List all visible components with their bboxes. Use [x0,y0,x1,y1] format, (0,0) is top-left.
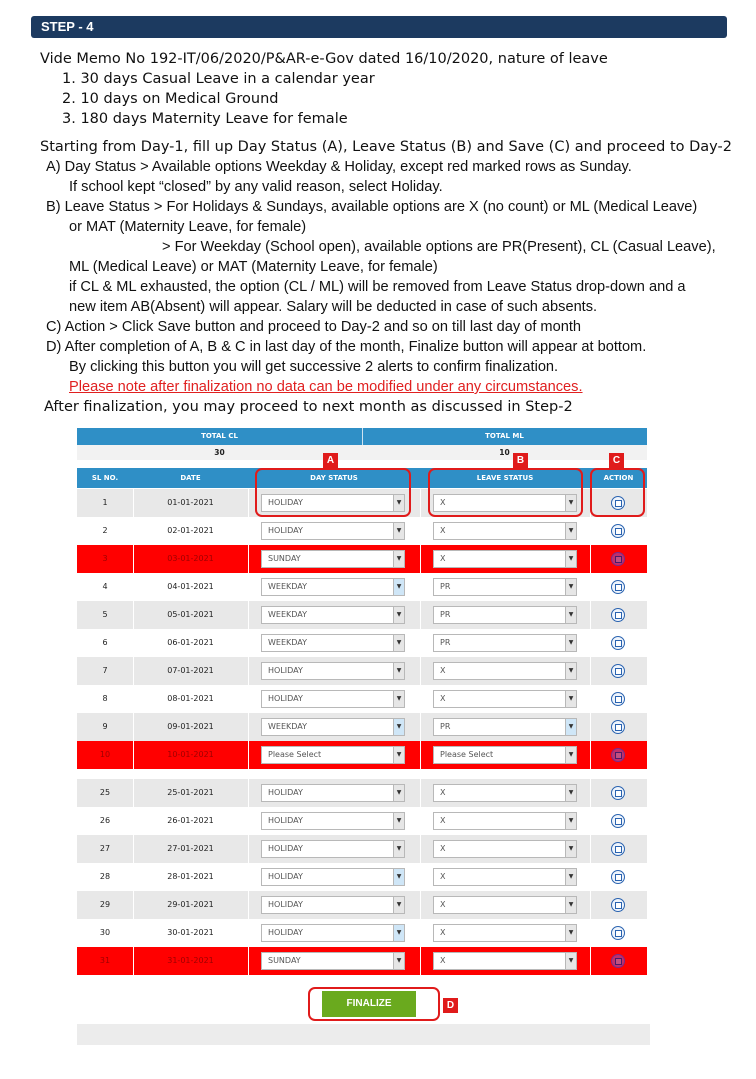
cell-divider [420,657,421,685]
leave-type-item: 3. 180 days Maternity Leave for female [62,111,348,127]
leave-type-item: 1. 30 days Casual Leave in a calendar year [62,71,375,87]
save-icon[interactable] [611,926,625,940]
date-cell: 09-01-2021 [167,722,214,731]
cell-divider [590,601,591,629]
cell-divider [133,601,134,629]
cell-divider [420,685,421,713]
day-status-select[interactable] [261,690,405,708]
leave-status-select[interactable] [433,952,577,970]
cell-divider [248,573,249,601]
instruction-b: B) Leave Status > For Holidays & Sundays, available options are X (no count) or ML (Medical Leave) [46,199,698,215]
day-status-select[interactable] [261,924,405,942]
dropdown-arrow-icon[interactable]: ▼ [565,869,576,885]
total-ml-value: 10 [499,448,510,457]
table-row [77,741,647,769]
dropdown-arrow-icon[interactable]: ▼ [393,691,404,707]
marker-b: B [513,453,528,468]
sl-no-cell: 29 [99,900,111,909]
cell-divider [133,545,134,573]
dropdown-arrow-icon[interactable]: ▼ [393,747,404,763]
dropdown-arrow-icon[interactable]: ▼ [565,523,576,539]
cell-divider [590,685,591,713]
leave-status-select[interactable] [433,634,577,652]
table-row [77,835,647,863]
sl-no-cell: 25 [99,788,111,797]
cell-divider [420,807,421,835]
cell-divider [420,489,421,517]
dropdown-arrow-icon[interactable]: ▼ [565,719,576,735]
date-cell: 30-01-2021 [167,928,214,937]
date-cell: 29-01-2021 [167,900,214,909]
totals-header [77,428,647,445]
cell-divider [590,919,591,947]
col-date: DATE [180,474,201,482]
instruction-b-cont: or MAT (Maternity Leave, for female) [69,219,307,235]
sl-no-cell: 3 [102,554,108,563]
col-sl-no: SL NO. [91,474,119,482]
date-cell: 31-01-2021 [167,956,214,965]
day-status-select[interactable] [261,868,405,886]
dropdown-arrow-icon[interactable]: ▼ [393,813,404,829]
leave-status-value: X [440,872,446,881]
date-cell: 28-01-2021 [167,872,214,881]
day-status-value: HOLIDAY [268,666,303,675]
save-icon[interactable] [611,842,625,856]
save-icon[interactable] [611,552,625,566]
cell-divider [133,657,134,685]
save-icon[interactable] [611,748,625,762]
cell-divider [133,713,134,741]
dropdown-arrow-icon[interactable]: ▼ [393,869,404,885]
sl-no-cell: 5 [102,610,108,619]
cell-divider [420,947,421,975]
table-row [77,779,647,807]
instruction-a-cont: If school kept “closed” by any valid reason, select Holiday. [69,179,443,195]
day-status-value: SUNDAY [268,956,301,965]
cell-divider [133,517,134,545]
cell-divider [248,713,249,741]
cell-divider [133,807,134,835]
marker-c: C [609,453,624,468]
dropdown-arrow-icon[interactable]: ▼ [565,579,576,595]
table-row [77,601,647,629]
sl-no-cell: 10 [99,750,111,759]
day-status-select[interactable] [261,812,405,830]
dropdown-arrow-icon[interactable]: ▼ [393,719,404,735]
total-cl-label: TOTAL CL [201,432,238,440]
date-cell: 26-01-2021 [167,816,214,825]
leave-status-select[interactable] [433,606,577,624]
cell-divider [248,863,249,891]
cell-divider [248,517,249,545]
cell-divider [248,545,249,573]
sl-no-cell: 26 [99,816,111,825]
sl-no-cell: 28 [99,872,111,881]
table-row [77,891,647,919]
highlight-day-status [255,468,411,517]
after-finalization-line: After finalization, you may proceed to next month as discussed in Step-2 [44,399,573,415]
table-row [77,947,647,975]
sl-no-cell: 27 [99,844,111,853]
dropdown-arrow-icon[interactable]: ▼ [393,663,404,679]
cell-divider [590,863,591,891]
save-icon[interactable] [611,898,625,912]
save-icon[interactable] [611,870,625,884]
table-row [77,629,647,657]
day-status-select[interactable] [261,578,405,596]
cell-divider [420,741,421,769]
leave-status-select[interactable] [433,924,577,942]
cell-divider [133,741,134,769]
dropdown-arrow-icon[interactable]: ▼ [565,635,576,651]
day-status-value: WEEKDAY [268,610,308,619]
cell-divider [248,919,249,947]
dropdown-arrow-icon[interactable]: ▼ [393,607,404,623]
highlight-leave-status [428,468,583,517]
dropdown-arrow-icon[interactable]: ▼ [565,813,576,829]
cell-divider [133,891,134,919]
dropdown-arrow-icon[interactable]: ▼ [565,841,576,857]
cell-divider [590,713,591,741]
cell-divider [420,517,421,545]
dropdown-arrow-icon[interactable]: ▼ [565,607,576,623]
save-icon[interactable] [611,720,625,734]
day-status-select[interactable] [261,634,405,652]
dropdown-arrow-icon[interactable]: ▼ [393,635,404,651]
day-status-value: WEEKDAY [268,582,308,591]
cell-divider [420,573,421,601]
leave-status-value: X [440,554,446,563]
leave-status-value: X [440,666,446,675]
dropdown-arrow-icon[interactable]: ▼ [393,785,404,801]
leave-status-value: X [440,956,446,965]
cell-divider [590,741,591,769]
leave-status-value: X [440,694,446,703]
leave-status-value: X [440,928,446,937]
date-cell: 06-01-2021 [167,638,214,647]
day-status-value: HOLIDAY [268,844,303,853]
leave-status-value: X [440,844,446,853]
finalize-button[interactable]: FINALIZE [322,991,416,1017]
leave-status-select[interactable] [433,896,577,914]
cell-divider [248,947,249,975]
dropdown-arrow-icon[interactable]: ▼ [565,691,576,707]
day-status-value: HOLIDAY [268,788,303,797]
table-row [77,685,647,713]
cell-divider [420,601,421,629]
day-status-value: HOLIDAY [268,694,303,703]
dropdown-arrow-icon[interactable]: ▼ [393,523,404,539]
cell-divider [420,891,421,919]
table-row [77,573,647,601]
cell-divider [590,947,591,975]
cell-divider [133,629,134,657]
cell-divider [420,835,421,863]
totals-values [77,445,647,460]
total-cl-value: 30 [214,448,225,457]
dropdown-arrow-icon[interactable]: ▼ [565,925,576,941]
cell-divider [133,489,134,517]
leave-type-item: 2. 10 days on Medical Ground [62,91,279,107]
cell-divider [133,947,134,975]
sl-no-cell: 31 [99,956,111,965]
save-icon[interactable] [611,524,625,538]
cell-divider [133,835,134,863]
day-status-select[interactable] [261,522,405,540]
instruction-d-cont: By clicking this button you will get successive 2 alerts to confirm finalization. [69,359,559,375]
leave-status-select[interactable] [433,840,577,858]
date-cell: 25-01-2021 [167,788,214,797]
step-title-bar [31,16,727,38]
memo-line: Vide Memo No 192-IT/06/2020/P&AR-e-Gov dated 16/10/2020, nature of leave [40,51,608,67]
leave-status-select[interactable] [433,662,577,680]
dropdown-arrow-icon[interactable]: ▼ [393,841,404,857]
day-status-select[interactable] [261,606,405,624]
cell-divider [420,863,421,891]
marker-a: A [323,453,338,468]
cell-divider [420,629,421,657]
table-row [77,713,647,741]
day-status-value: HOLIDAY [268,816,303,825]
day-status-value: HOLIDAY [268,928,303,937]
intro-line: Starting from Day-1, fill up Day Status (A), Leave Status (B) and Save (C) and proceed to Day-2 [40,139,732,155]
cell-divider [133,919,134,947]
day-status-value: HOLIDAY [268,498,303,507]
day-status-select[interactable] [261,952,405,970]
finalization-warning: Please note after finalization no data can be modified under any circumstances. [69,379,583,395]
cell-divider [420,919,421,947]
save-icon[interactable] [611,814,625,828]
leave-status-value: X [440,526,446,535]
dropdown-arrow-icon[interactable]: ▼ [393,579,404,595]
cell-divider [590,545,591,573]
sl-no-cell: 9 [102,722,108,731]
leave-status-select[interactable] [433,784,577,802]
leave-status-select[interactable] [433,812,577,830]
dropdown-arrow-icon[interactable]: ▼ [393,925,404,941]
dropdown-arrow-icon[interactable]: ▼ [565,495,576,511]
leave-status-value: Please Select [440,750,494,759]
day-status-select[interactable] [261,896,405,914]
col-leave-status: LEAVE STATUS [476,474,534,482]
cell-divider [420,545,421,573]
date-cell: 10-01-2021 [167,750,214,759]
instruction-d: D) After completion of A, B & C in last day of the month, Finalize button will appear at bottom. [46,339,647,355]
dropdown-arrow-icon[interactable]: ▼ [393,495,404,511]
dropdown-arrow-icon[interactable]: ▼ [565,953,576,969]
cell-divider [248,601,249,629]
leave-status-select[interactable] [433,522,577,540]
day-status-value: WEEKDAY [268,638,308,647]
cell-divider [248,629,249,657]
instruction-b-cont: new item AB(Absent) will appear. Salary will be deducted in case of such absents. [69,299,598,315]
marker-d: D [443,998,458,1013]
table-row [77,545,647,573]
table-row [77,807,647,835]
day-status-value: SUNDAY [268,554,301,563]
save-icon[interactable] [611,954,625,968]
date-cell: 01-01-2021 [167,498,214,507]
day-status-value: WEEKDAY [268,722,308,731]
leave-status-value: X [440,498,446,507]
cell-divider [420,713,421,741]
cell-divider [248,779,249,807]
leave-status-select[interactable] [433,868,577,886]
date-cell: 08-01-2021 [167,694,214,703]
date-cell: 27-01-2021 [167,844,214,853]
sl-no-cell: 8 [102,694,108,703]
total-ml-label: TOTAL ML [485,432,524,440]
instruction-b-cont: if CL & ML exhausted, the option (CL / ML) will be removed from Leave Status drop-down and a [69,279,686,295]
save-icon[interactable] [611,580,625,594]
save-icon[interactable] [611,786,625,800]
date-cell: 02-01-2021 [167,526,214,535]
leave-status-select[interactable] [433,690,577,708]
leave-status-value: PR [440,722,451,731]
cell-divider [590,573,591,601]
sl-no-cell: 4 [102,582,108,591]
cell-divider [590,517,591,545]
cell-divider [133,573,134,601]
sl-no-cell: 7 [102,666,108,675]
table-footer-strip [77,1024,650,1045]
day-status-select[interactable] [261,718,405,736]
day-status-value: Please Select [268,750,322,759]
day-status-select[interactable] [261,784,405,802]
highlight-action [590,468,645,517]
cell-divider [248,657,249,685]
dropdown-arrow-icon[interactable]: ▼ [393,953,404,969]
col-day-status: DAY STATUS [310,474,358,482]
cell-divider [248,741,249,769]
leave-status-value: PR [440,582,451,591]
dropdown-arrow-icon[interactable]: ▼ [393,897,404,913]
dropdown-arrow-icon[interactable]: ▼ [565,551,576,567]
col-action: ACTION [603,474,634,482]
leave-status-value: PR [440,610,451,619]
cell-divider [248,835,249,863]
cell-divider [590,807,591,835]
day-status-value: HOLIDAY [268,900,303,909]
table-row [77,657,647,685]
day-status-value: HOLIDAY [268,526,303,535]
cell-divider [590,835,591,863]
dropdown-arrow-icon[interactable]: ▼ [565,897,576,913]
save-icon[interactable] [611,664,625,678]
instruction-b-weekday: > For Weekday (School open), available options are PR(Present), CL (Casual Leave), [162,239,716,255]
day-status-select[interactable] [261,662,405,680]
leave-status-value: X [440,900,446,909]
sl-no-cell: 2 [102,526,108,535]
date-cell: 05-01-2021 [167,610,214,619]
table-row [77,863,647,891]
dropdown-arrow-icon[interactable]: ▼ [393,551,404,567]
cell-divider [133,779,134,807]
cell-divider [248,685,249,713]
date-cell: 07-01-2021 [167,666,214,675]
cell-divider [590,657,591,685]
date-cell: 03-01-2021 [167,554,214,563]
leave-status-value: X [440,816,446,825]
cell-divider [590,779,591,807]
table-row [77,919,647,947]
cell-divider [420,779,421,807]
instruction-b-cont: ML (Medical Leave) or MAT (Maternity Leave, for female) [69,259,438,275]
cell-divider [248,891,249,919]
instruction-a: A) Day Status > Available options Weekday & Holiday, except red marked rows as Sunday. [46,159,632,175]
dropdown-arrow-icon[interactable]: ▼ [565,663,576,679]
cell-divider [590,891,591,919]
sl-no-cell: 6 [102,638,108,647]
cell-divider [133,863,134,891]
day-status-select[interactable] [261,746,405,764]
day-status-value: HOLIDAY [268,872,303,881]
day-status-select[interactable] [261,840,405,858]
leave-status-value: PR [440,638,451,647]
dropdown-arrow-icon[interactable]: ▼ [565,785,576,801]
leave-status-select[interactable] [433,718,577,736]
cell-divider [248,807,249,835]
leave-status-select[interactable] [433,746,577,764]
leave-status-select[interactable] [433,578,577,596]
leave-status-value: X [440,788,446,797]
day-status-select[interactable] [261,550,405,568]
save-icon[interactable] [611,692,625,706]
date-cell: 04-01-2021 [167,582,214,591]
cell-divider [590,629,591,657]
save-icon[interactable] [611,608,625,622]
dropdown-arrow-icon[interactable]: ▼ [565,747,576,763]
instruction-c: C) Action > Click Save button and proceed to Day-2 and so on till last day of month [46,319,581,335]
cell-divider [133,685,134,713]
cell-divider [248,489,249,517]
step-title: STEP - 4 [41,19,94,34]
table-row [77,517,647,545]
sl-no-cell: 30 [99,928,111,937]
leave-status-select[interactable] [433,550,577,568]
sl-no-cell: 1 [102,498,108,507]
save-icon[interactable] [611,636,625,650]
